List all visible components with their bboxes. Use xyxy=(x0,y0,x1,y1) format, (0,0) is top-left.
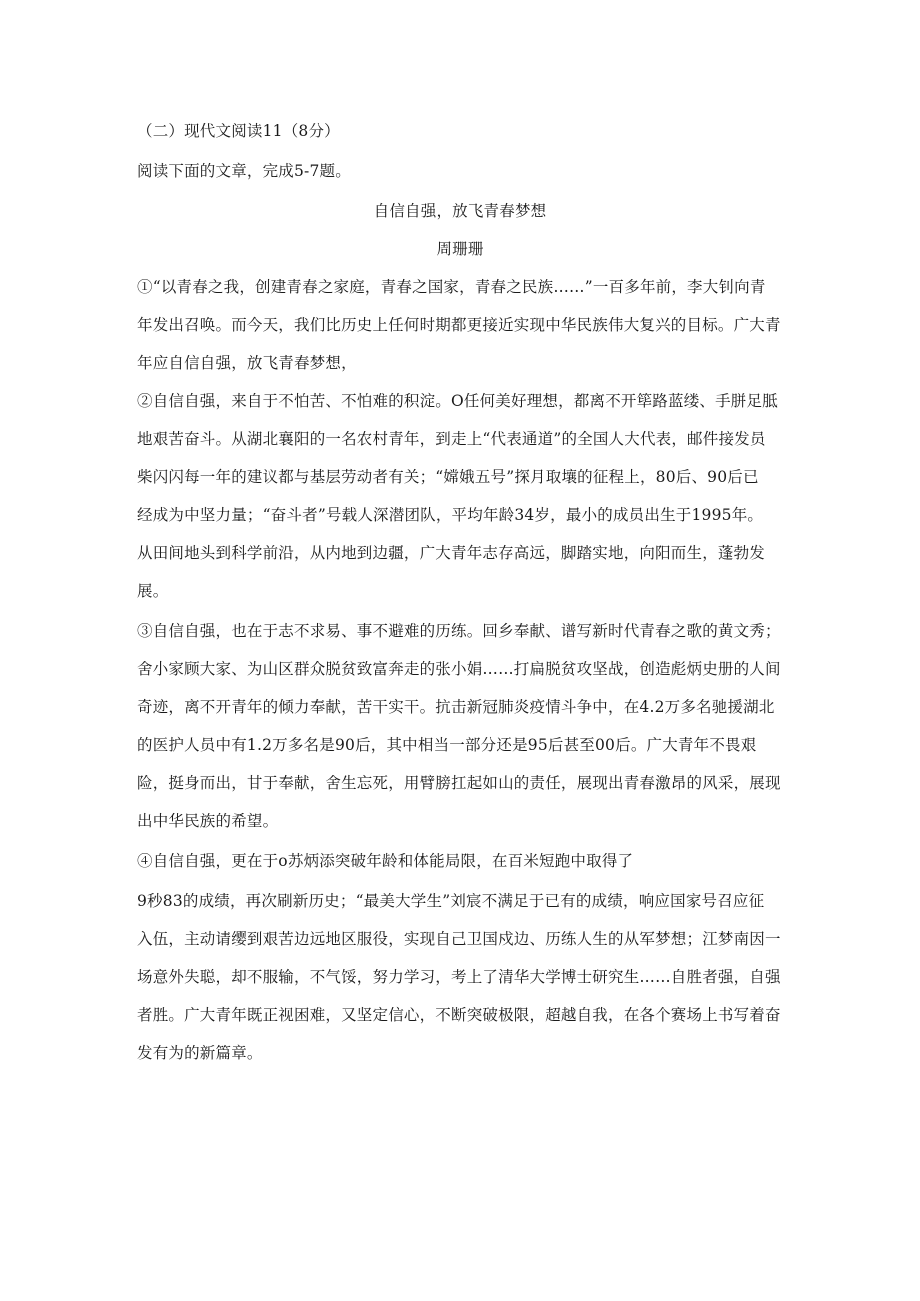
body-line: 经成为中坚力量；“奋斗者”号载人深潜团队，平均年龄34岁，最小的成员出生于1995年。 xyxy=(137,506,764,524)
body-line: 年发出召唤。而今天，我们比历史上任何时期都更接近实现中华民族伟大复兴的目标。广大青 xyxy=(137,316,781,334)
body-line: 出中华民族的希望。 xyxy=(137,812,279,830)
body-line: 者胜。广大青年既正视困难，又坚定信心，不断突破极限，超越自我，在各个赛场上书写着奋 xyxy=(137,1006,781,1024)
body-line: 险，挺身而出，甘于奉献，舍生忘死，用臂膀扛起如山的责任，展现出青春激昂的风采，展现 xyxy=(137,774,781,792)
body-line: 年应自信自强，放飞青春梦想， xyxy=(137,354,357,372)
body-line: ③自信自强，也在于志不求易、事不避难的历练。回乡奉献、谱写新时代青春之歌的黄文秀； xyxy=(137,622,781,640)
body-line: 的医护人员中有1.2万多名是90后，其中相当一部分还是95后甚至00后。广大青年不畏艰 xyxy=(137,736,757,754)
article-author: 周珊珊 xyxy=(436,240,484,258)
body-line: 展。 xyxy=(137,582,169,600)
body-line: 奇迹，离不开青年的倾力奉献，苦干实干。抗击新冠肺炎疫情斗争中，在4.2万多名驰援湖北 xyxy=(137,698,775,716)
body-line: 发有为的新篇章。 xyxy=(137,1044,263,1062)
body-line: 舍小家顾大家、为山区群众脱贫致富奔走的张小娟……打扁脱贫攻坚战，创造彪炳史册的人间 xyxy=(137,660,781,678)
body-line: 场意外失聪，却不服输，不气馁，努力学习，考上了清华大学博士研究生……自胜者强，自强 xyxy=(137,968,781,986)
body-line: ①“以青春之我，创建青春之家庭，青春之国家，青春之民族……”一百多年前，李大钊向青 xyxy=(137,278,766,296)
instruction-text: 阅读下面的文章，完成5-7题。 xyxy=(137,162,351,180)
body-line: 柴闪闪每一年的建议都与基层劳动者有关；“嫦娥五号”探月取壤的征程上，80后、90后已 xyxy=(137,468,759,486)
section-header: （二）现代文阅读11（8分） xyxy=(137,122,340,140)
body-line: 9秒83的成绩，再次刷新历史；“最美大学生”刘宸不满足于已有的成绩，响应国家号召应征 xyxy=(137,892,765,910)
article-title: 自信自强，放飞青春梦想 xyxy=(373,202,547,220)
body-line: ②自信自强，来自于不怕苦、不怕难的积淀。O任何美好理想，都离不开筚路蓝缕、手胼足胝 xyxy=(137,392,778,410)
body-line: 地艰苦奋斗。从湖北襄阳的一名农村青年，到走上“代表通道”的全国人大代表，邮件接发员 xyxy=(137,430,766,448)
body-line: ④自信自强，更在于o苏炳添突破年龄和体能局限，在百米短跑中取得了 xyxy=(137,852,634,870)
body-line: 入伍，主动请缨到艰苦边远地区服役，实现自己卫国戍边、历练人生的从军梦想；江梦南因一 xyxy=(137,930,781,948)
body-line: 从田间地头到科学前沿，从内地到边疆，广大青年志存高远，脚踏实地，向阳而生，蓬勃发 xyxy=(137,544,766,562)
